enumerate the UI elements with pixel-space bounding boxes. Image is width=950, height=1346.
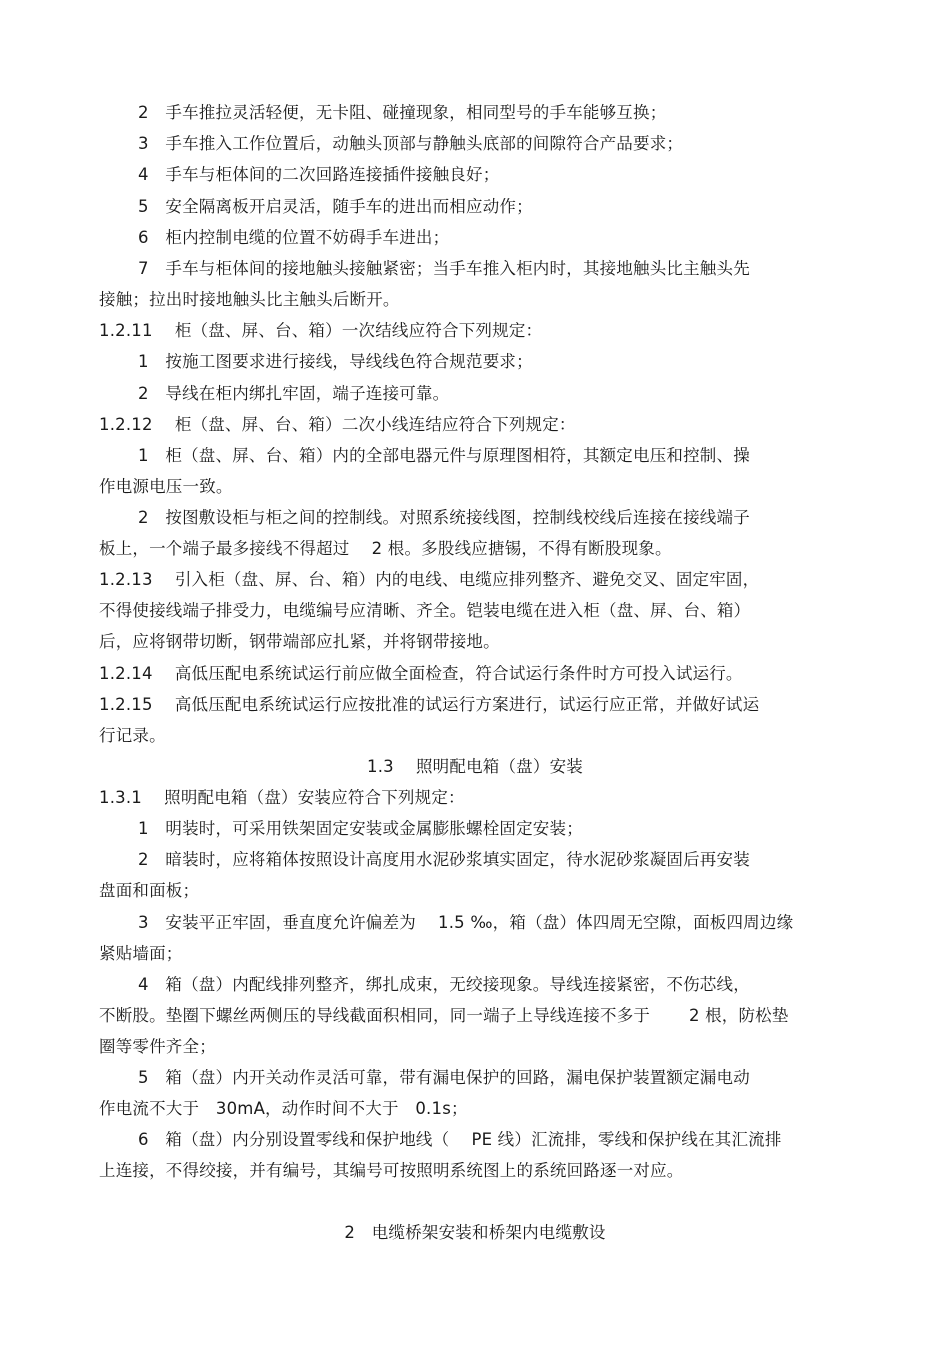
section-heading: 1.2.15 高低压配电系统试运行应按批准的试运行方案进行，试运行应正常，并做好试运 — [99, 695, 760, 714]
section-heading: 1.2.12 柜（盘、屏、台、箱）二次小线连结应符合下列规定： — [99, 415, 576, 434]
text-line: 作电源电压一致。 — [99, 477, 233, 496]
section-heading: 1.2.14 高低压配电系统试运行前应做全面检查，符合试运行条件时方可投入试运行。 — [99, 664, 743, 683]
section-heading: 1.2.13 引入柜（盘、屏、台、箱）内的电线、电缆应排列整齐、避免交叉、固定牢固， — [99, 570, 760, 589]
text-line: 3 手车推入工作位置后，动触头顶部与静触头底部的间隙符合产品要求； — [138, 134, 684, 153]
text-line: 不断股。垫圈下螺丝两侧压的导线截面积相同，同一端子上导线连接不多于 2 根，防松垫 — [99, 1006, 789, 1025]
text-line: 4 箱（盘）内配线排列整齐，绑扎成束，无绞接现象。导线连接紧密，不伤芯线， — [138, 975, 750, 994]
text-line: 3 安装平正牢固，垂直度允许偏差为 1.5 ‰，箱（盘）体四周无空隙，面板四周边缘 — [138, 913, 794, 932]
chapter-title: 1.3 照明配电箱（盘）安装 — [367, 757, 583, 776]
text-line: 1 柜（盘、屏、台、箱）内的全部电器元件与原理图相符，其额定电压和控制、操 — [138, 446, 750, 465]
text-line: 2 手车推拉灵活轻便，无卡阻、碰撞现象，相同型号的手车能够互换； — [138, 103, 667, 122]
text-line: 6 柜内控制电缆的位置不妨碍手车进出； — [138, 228, 450, 247]
text-line: 不得使接线端子排受力，电缆编号应清晰、齐全。铠装电缆在进入柜（盘、屏、台、箱） — [99, 601, 751, 620]
text-line: 1 按施工图要求进行接线，导线线色符合规范要求； — [138, 352, 533, 371]
section-heading: 1.3.1 照明配电箱（盘）安装应符合下列规定： — [99, 788, 465, 807]
text-line: 作电流不大于 30mA，动作时间不大于 0.1s； — [99, 1099, 468, 1118]
text-line: 2 导线在柜内绑扎牢固，端子连接可靠。 — [138, 384, 450, 403]
text-line: 6 箱（盘）内分别设置零线和保护地线（ PE 线）汇流排，零线和保护线在其汇流排 — [138, 1130, 782, 1149]
text-line: 7 手车与柜体间的接地触头接触紧密；当手车推入柜内时，其接地触头比主触头先 — [138, 259, 750, 278]
section-heading: 1.2.11 柜（盘、屏、台、箱）一次结线应符合下列规定： — [99, 321, 543, 340]
text-line: 行记录。 — [99, 726, 166, 745]
text-line: 后，应将钢带切断，钢带端部应扎紧，并将钢带接地。 — [99, 632, 500, 651]
text-line: 4 手车与柜体间的二次回路连接插件接触良好； — [138, 165, 500, 184]
text-line: 5 箱（盘）内开关动作灵活可靠，带有漏电保护的回路，漏电保护装置额定漏电动 — [138, 1068, 750, 1087]
chapter-title: 2 电缆桥架安装和桥架内电缆敷设 — [344, 1223, 606, 1242]
text-line: 2 暗装时，应将箱体按照设计高度用水泥砂浆填实固定，待水泥砂浆凝固后再安装 — [138, 850, 750, 869]
text-line: 1 明装时，可采用铁架固定安装或金属膨胀螺栓固定安装； — [138, 819, 583, 838]
text-line: 上连接，不得绞接，并有编号，其编号可按照明系统图上的系统回路逐一对应。 — [99, 1161, 684, 1180]
text-line: 板上，一个端子最多接线不得超过 2 根。多股线应搪锡，不得有断股现象。 — [99, 539, 672, 558]
text-line: 2 按图敷设柜与柜之间的控制线。对照系统接线图，控制线校线后连接在接线端子 — [138, 508, 750, 527]
text-line: 接触；拉出时接地触头比主触头后断开。 — [99, 290, 400, 309]
text-line: 紧贴墙面； — [99, 944, 183, 963]
text-line: 盘面和面板； — [99, 881, 200, 900]
text-line: 5 安全隔离板开启灵活，随手车的进出而相应动作； — [138, 197, 533, 216]
text-line: 圈等零件齐全； — [99, 1037, 216, 1056]
